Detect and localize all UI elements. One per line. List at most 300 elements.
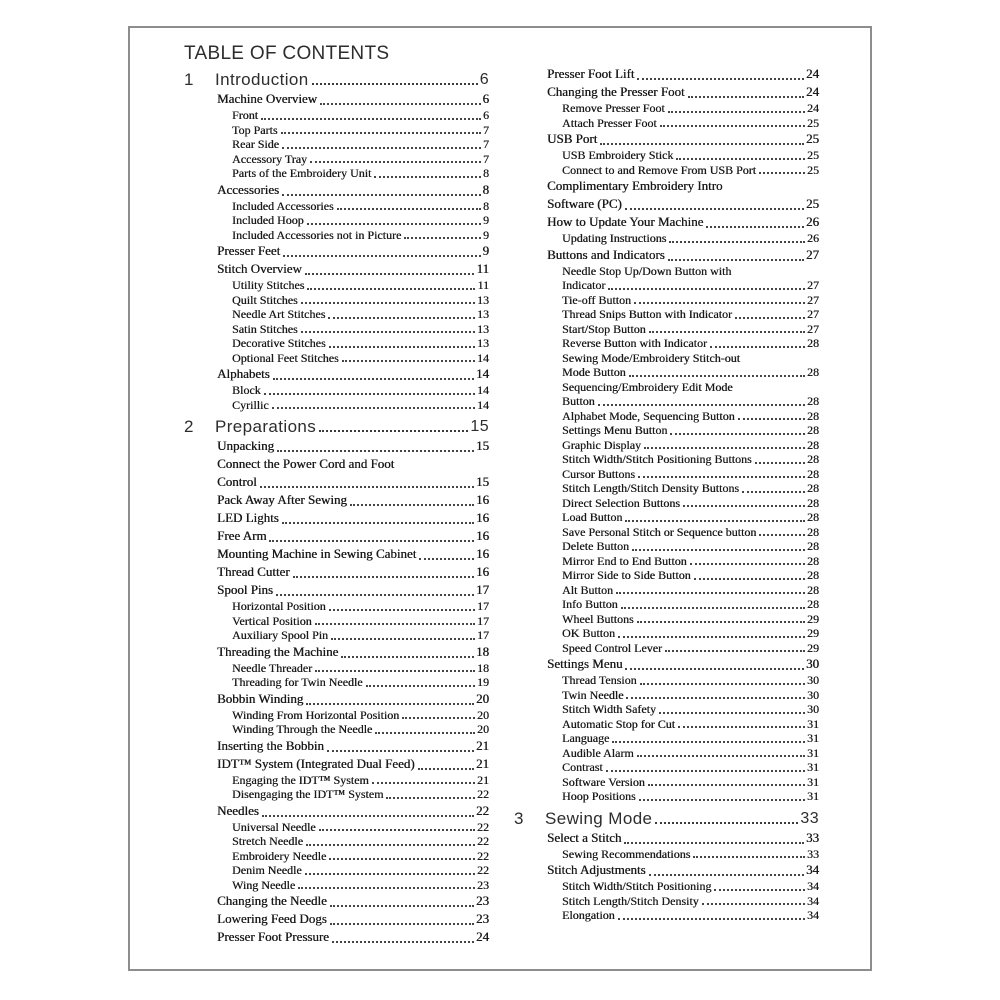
toc-entry [514,717,819,732]
dot-leader [260,486,474,488]
entry-label-continuation: Button [562,394,595,408]
entry-label: Mirror End to End Button [562,553,687,568]
entry-label: Threading for Twin Needle [232,675,363,689]
toc-entry [184,228,489,243]
toc-entry [184,599,489,614]
dot-leader [276,594,474,596]
toc-entry-line [514,380,819,395]
page-number: 24 [806,84,819,99]
toc-rows-left [184,70,489,946]
toc-entry [514,423,819,438]
dot-leader [648,784,805,786]
entry-label: Software Version [562,774,645,789]
dot-leader [386,797,475,799]
page-number: 28 [807,539,819,553]
dot-leader [281,132,482,134]
entry-label: Stitch Width/Stitch Positioning Buttons [562,452,752,466]
toc-entry [184,628,489,643]
toc-entry [514,702,819,717]
toc-entry [514,612,819,627]
entry-label: Audible Alarm [562,745,634,760]
page-number: 14 [477,397,489,412]
page-number: 17 [477,628,489,642]
dot-leader [282,194,480,196]
toc-entry [514,510,819,525]
dot-leader [269,540,474,542]
entry-label: Reverse Button with Indicator [562,336,707,350]
dot-leader [706,226,804,228]
page-number: 23 [476,911,489,926]
entry-label: Threading the Machine [217,643,339,659]
dot-leader [735,317,805,319]
page-number: 27 [807,307,819,321]
page-number: 8 [482,181,489,197]
dot-leader [710,346,805,348]
entry-label: Machine Overview [217,91,317,106]
toc-entry [184,661,489,676]
entry-label: Disengaging the IDT™ System [232,787,384,801]
page-number: 7 [483,137,489,151]
entry-label: Changing the Presser Foot [547,84,685,99]
page-number: 25 [807,162,819,177]
toc-entry [514,307,819,322]
page-number: 28 [807,437,819,452]
page-number: 30 [807,702,819,716]
chapter-title: Preparations [215,417,317,436]
entry-label: Unpacking [217,438,275,453]
dot-leader [306,703,474,705]
page-number: 22 [477,819,489,834]
dot-leader [625,520,805,522]
dot-leader [375,732,475,734]
toc-entry-line [514,351,819,366]
page-number: 22 [477,834,489,848]
dot-leader [598,404,805,406]
toc-chapter [184,417,489,437]
entry-label: Decorative Stitches [232,336,326,350]
toc-entry [514,130,819,148]
toc-entry [184,787,489,802]
dot-leader [306,844,475,846]
page-number: 26 [807,231,819,245]
page-number: 16 [476,528,489,543]
chapter-title: Introduction [215,70,309,89]
entry-label: Presser Foot Lift [547,66,635,81]
toc-entry [514,467,819,482]
page-number: 33 [806,829,819,845]
dot-leader [694,578,805,580]
entry-label: Engaging the IDT™ System [232,772,369,787]
entry-label: Utility Stitches [232,278,305,292]
toc-entry [184,614,489,629]
page-number: 16 [476,564,489,579]
page-number: 13 [477,307,489,321]
dot-leader [282,522,474,524]
entry-label: Stitch Adjustments [547,862,646,877]
page-number: 28 [807,553,819,568]
entry-label: Settings Menu Button [562,423,668,437]
page-number: 31 [807,789,819,803]
toc-entry [184,166,489,181]
toc-entry [184,322,489,337]
toc-entry [184,336,489,351]
dot-leader [649,331,805,333]
dot-leader [612,741,805,743]
entry-label: Included Accessories [232,198,334,213]
entry-label: Alphabets [217,366,270,381]
dot-leader [639,799,805,801]
page-number: 25 [806,131,819,146]
page-number: 27 [807,278,819,292]
toc-chapter [514,809,819,829]
toc-entry [184,293,489,308]
page-number: 9 [483,227,489,242]
document-page [128,26,872,971]
toc-entry [514,195,819,213]
page-number: 20 [476,690,489,706]
chapter-number: 2 [184,417,194,436]
dot-leader [637,621,805,623]
page-number: 28 [807,394,819,408]
page-number: 28 [807,466,819,481]
toc-entry [514,731,819,746]
toc-entry [184,123,489,138]
toc-entry [184,892,489,910]
toc-entry [184,863,489,878]
toc-entry [514,101,819,116]
dot-leader [638,476,805,478]
entry-label: Needle Threader [232,660,313,675]
dot-leader [374,176,481,178]
entry-label: Accessories [217,181,280,197]
dot-leader [616,592,805,594]
toc-entry [184,398,489,413]
dot-leader [665,650,805,652]
page-number: 6 [482,91,489,106]
page-number: 28 [807,365,819,379]
toc-entry [514,293,819,308]
dot-leader [315,670,475,672]
entry-label: Thread Tension [562,673,637,687]
page-number: 33 [800,809,819,827]
toc-entry [514,746,819,761]
dot-leader [693,856,805,858]
toc-entry [184,365,489,383]
entry-label: Embroidery Needle [232,848,327,863]
toc-entry [514,829,819,847]
toc-entry [514,908,819,923]
dot-leader [660,125,805,127]
toc-right-column [514,65,819,923]
entry-label: Free Arm [217,528,267,543]
dot-leader [688,96,804,98]
page-number: 27 [806,246,819,262]
page-number: 20 [477,722,489,736]
toc-entry [514,775,819,790]
entry-label: Needle Stop Up/Down Button with [562,263,732,278]
dot-leader [315,623,475,625]
entry-label: Accessory Tray [232,151,307,166]
dot-leader [320,103,481,105]
dot-leader [668,259,804,261]
page-number: 7 [483,122,489,137]
dot-leader [738,418,805,420]
toc-entry [514,568,819,583]
page-number: 27 [807,321,819,336]
dot-leader [319,430,468,432]
toc-entry [514,655,819,673]
entry-label: Sequencing/Embroidery Edit Mode [562,379,733,394]
toc-entry [514,231,819,246]
dot-leader [404,237,481,239]
toc-entry [184,242,489,260]
toc-entry [514,246,819,264]
toc-entry [184,708,489,723]
dot-leader [669,241,805,243]
dot-leader [683,505,805,507]
entry-label: Inserting the Bobbin [217,737,324,753]
entry-label: Top Parts [232,122,278,137]
dot-leader [649,874,804,876]
page-number: 15 [476,474,489,489]
dot-leader [282,147,481,149]
entry-label: Thread Cutter [217,564,290,579]
entry-label: Vertical Position [232,613,312,628]
page-number: 31 [807,760,819,774]
page-number: 25 [807,148,819,162]
dot-leader [600,143,804,145]
entry-label-continuation: Control [217,474,257,489]
entry-label-continuation: Indicator [562,278,606,292]
entry-label: Lowering Feed Dogs [217,911,327,926]
entry-label: Pack Away After Sewing [217,492,347,507]
dot-leader [342,360,475,362]
page-number: 11 [477,278,489,292]
toc-entry [514,322,819,337]
entry-label: Graphic Display [562,437,641,452]
entry-label: Updating Instructions [562,231,667,245]
toc-entry [184,527,489,545]
toc-entry [184,278,489,293]
toc-entry-line [514,177,819,195]
entry-label: Stitch Overview [217,261,302,276]
entry-label: Mounting Machine in Sewing Cabinet [217,546,417,561]
entry-label: USB Embroidery Stick [562,148,674,162]
entry-label: Load Button [562,510,623,524]
entry-label: Cyrillic [232,397,269,412]
entry-label: Language [562,731,610,745]
toc-entry [184,137,489,152]
dot-leader [331,638,475,640]
dot-leader [668,111,805,113]
dot-leader [618,918,805,920]
page-number: 30 [807,687,819,702]
page-number: 34 [806,862,819,877]
page-number: 15 [476,438,489,453]
toc-entry [514,525,819,540]
toc-entry [184,690,489,708]
toc-entry-line [514,264,819,279]
dot-leader [714,889,805,891]
page-number: 9 [483,213,489,227]
entry-label: Settings Menu [547,656,623,671]
page-number: 6 [483,108,489,122]
page-number: 34 [807,908,819,922]
page-number: 16 [476,492,489,507]
toc-entry [514,583,819,598]
toc-entry [514,879,819,894]
dot-leader [629,375,805,377]
dot-leader [329,609,475,611]
page-number: 13 [477,292,489,307]
page-number: 31 [807,774,819,789]
toc-entry [514,861,819,879]
entry-label: Included Accessories not in Picture [232,227,402,242]
toc-entry [184,820,489,835]
dot-leader [624,842,804,844]
entry-label: Connect to and Remove From USB Port [562,162,756,177]
entry-label: Alt Button [562,582,614,597]
page-number: 29 [807,611,819,626]
toc-entry [514,539,819,554]
dot-leader [755,462,805,464]
toc-entry [514,688,819,703]
toc-entry [514,438,819,453]
dot-leader [350,504,474,506]
dot-leader [625,208,804,210]
page-number: 28 [807,568,819,582]
entry-label: Rear Side [232,137,279,151]
page-number: 13 [477,336,489,350]
entry-label: Direct Selection Buttons [562,495,680,510]
chapter-title: Sewing Mode [545,808,653,828]
entry-label: Front [232,108,259,122]
entry-label: Winding Through the Needle [232,722,373,736]
toc-entry [184,581,489,599]
toc-entry [514,409,819,424]
toc-entry [184,928,489,946]
page-number: 11 [476,261,489,276]
entry-label: Remove Presser Foot [562,101,665,115]
dot-leader [329,858,475,860]
entry-label: Satin Stitches [232,321,298,336]
entry-label: Hoop Positions [562,789,636,803]
page-number: 18 [476,643,489,659]
entry-label: Wing Needle [232,877,296,892]
toc-entry [184,722,489,737]
page-number: 28 [807,582,819,597]
toc-entry [184,849,489,864]
entry-label: Start/Stop Button [562,321,646,336]
page-number: 23 [477,877,489,892]
dot-leader [678,726,805,728]
entry-label: Contrast [562,760,603,774]
dot-leader [305,273,475,275]
dot-leader [637,78,804,80]
entry-label: Changing the Needle [217,893,327,908]
page-number: 28 [807,336,819,350]
page-number: 14 [476,366,489,381]
entry-label: Info Button [562,597,618,611]
toc-entry [184,563,489,581]
toc-rows-right [514,65,819,923]
entry-label: Stitch Width/Stitch Positioning [562,879,712,893]
page-number: 24 [476,929,489,944]
toc-entry [184,307,489,322]
entry-label: Presser Feet [217,243,281,258]
dot-leader [312,83,478,85]
entry-label: Alphabet Mode, Sequencing Button [562,408,735,423]
page-number: 17 [477,613,489,628]
dot-leader [644,447,805,449]
dot-leader [634,302,805,304]
toc-entry [514,789,819,804]
page-number: 21 [477,772,489,787]
toc-entry [184,509,489,527]
entry-label: Stitch Width Safety [562,702,656,716]
entry-label: Select a Stitch [547,829,622,845]
page-number: 34 [807,893,819,908]
entry-label: Universal Needle [232,819,316,834]
entry-label: Auxiliary Spool Pin [232,628,329,642]
page-number: 30 [807,673,819,687]
toc-entry [514,278,819,293]
entry-label: IDT™ System (Integrated Dual Feed) [217,755,415,771]
page-number: 25 [807,115,819,130]
entry-label: Winding From Horizontal Position [232,707,400,722]
page-number: 24 [806,66,819,81]
dot-leader [262,815,474,817]
dot-leader [640,683,805,685]
entry-label: Stitch Length/Stitch Density [562,893,699,908]
dot-leader [419,558,474,560]
toc-entry [514,148,819,163]
page-number: 27 [807,292,819,307]
entry-label: OK Button [562,626,616,640]
page-number: 29 [807,640,819,655]
page-number: 22 [477,863,489,877]
entry-label: Presser Foot Pressure [217,929,329,944]
page-number: 28 [807,452,819,466]
entry-label: Save Personal Stitch or Sequence button [562,524,757,539]
toc-left-column [184,43,489,946]
toc-entry [514,760,819,775]
dot-leader [337,208,481,210]
page-number: 17 [476,582,489,597]
toc-entry [184,878,489,893]
entry-label: Needles [217,802,259,818]
dot-leader [307,223,481,225]
entry-label: Automatic Stop for Cut [562,716,675,731]
page-number: 28 [807,597,819,611]
dot-leader [301,302,475,304]
entry-label: Needle Art Stitches [232,307,326,321]
page-number: 9 [482,243,489,258]
dot-leader [329,346,475,348]
page-number: 26 [806,214,819,229]
toc-entry [184,643,489,661]
dot-leader [670,433,805,435]
dot-leader [307,288,475,290]
toc-entry [184,802,489,820]
page-number: 31 [807,731,819,745]
entry-label: Elongation [562,908,615,922]
toc-entry [184,152,489,167]
dot-leader [637,755,805,757]
page-number: 23 [476,893,489,908]
entry-label: Cursor Buttons [562,466,636,481]
toc-entry [184,351,489,366]
